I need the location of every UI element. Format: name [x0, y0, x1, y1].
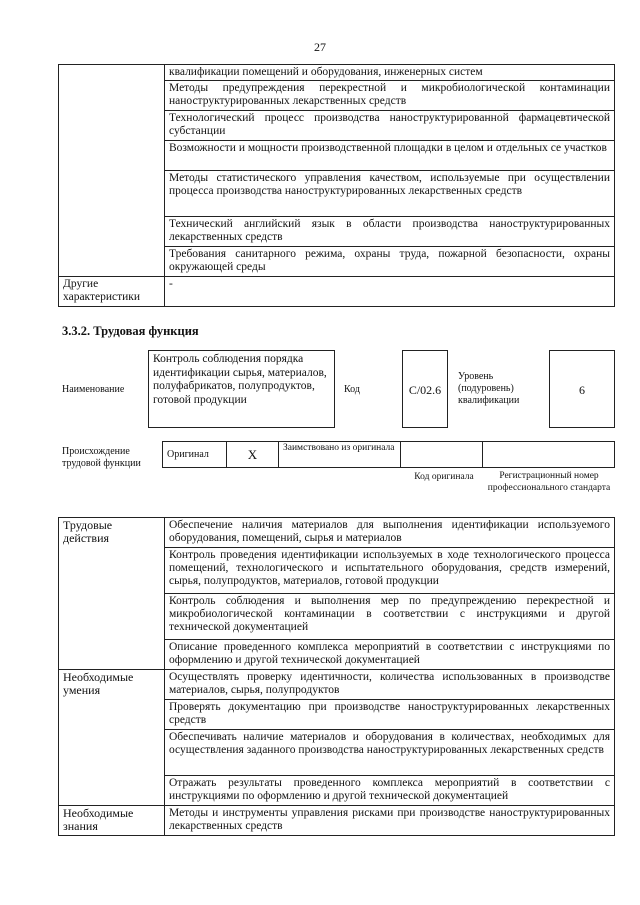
labor-function-table [58, 517, 615, 836]
required-skills-label: Необходимые умения [59, 670, 165, 806]
table-row: Технологический процесс производства наноструктурированной фармацевтической субстанции [165, 111, 615, 141]
table-row: Технический английский язык в области производства наноструктурированных лекарственных средств [165, 217, 615, 247]
table-row: Контроль проведения идентификации используемых в ходе технологического процесса помещений, технологического и испытательного оборудования, средств измерений, сырья, полупродуктов, материалов, готовой продукции [165, 548, 615, 594]
table-row: Возможности и мощности производственной площадки в целом и отдельных се участков [165, 141, 615, 171]
function-name-box: Контроль соблюдения порядка идентификации сырья, материалов, полуфабрикатов, полупродуктов, готовой продукции [148, 350, 335, 428]
reg-number-cell [483, 442, 615, 468]
other-characteristics-value: - [165, 277, 615, 307]
borrowed-label: Заимствовано из оригинала [279, 442, 401, 468]
group-label-cell [59, 65, 165, 277]
table-row: Требования санитарного режима, охраны труда, пожарной безопасности, охраны окружающей среды [165, 247, 615, 277]
table-row: Осуществлять проверку идентичности, количества использованных в производстве материалов, сырья, полупродуктов [165, 670, 615, 700]
knowledge-table-continued [58, 64, 615, 307]
origin-label: Происхождение трудовой функции [62, 446, 141, 469]
table-row: Обеспечение наличия материалов для выполнения идентификации используемого оборудования, помещений, сырья и материалов [165, 518, 615, 548]
origin-table [162, 441, 615, 468]
table-row: Описание проведенного комплекса мероприятий в соответствии с инструкциями по оформлению и другой технической документацией [165, 640, 615, 670]
table-row: Контроль соблюдения и выполнения мер по предупреждению перекрестной и микробиологической контаминации в соответствии с инструкциями и другой технической документацией [165, 594, 615, 640]
labor-actions-label: Трудовые действия [59, 518, 165, 670]
other-characteristics-label: Другие характеристики [59, 277, 165, 307]
section-title: 3.3.2. Трудовая функция [62, 324, 199, 338]
required-knowledge-label: Необходимые знания [59, 806, 165, 836]
original-mark: X [227, 442, 279, 468]
code-box: С/02.6 [402, 350, 448, 428]
table-row: Методы предупреждения перекрестной и микробиологической контаминации наноструктурированных лекарственных средств [165, 81, 615, 111]
page-number: 27 [314, 40, 326, 54]
code-original-cell [401, 442, 483, 468]
table-row: квалификации помещений и оборудования, инженерных систем [165, 65, 615, 81]
code-label: Код [344, 384, 360, 395]
table-row: Методы статистического управления качеством, используемые при осуществлении процесса производства наноструктурированных лекарственных средств [165, 171, 615, 217]
table-row: Методы и инструменты управления рисками при производстве наноструктурированных лекарственных средств [165, 806, 615, 836]
level-label: Уровень (подуровень) квалификации [458, 371, 520, 406]
code-original-caption: Код оригинала [414, 472, 474, 482]
level-box: 6 [549, 350, 615, 428]
table-row: Обеспечивать наличие материалов и оборудования в количествах, необходимых для осуществления заданного производства наноструктурированных лекарственных средств [165, 730, 615, 776]
reg-number-caption: Регистрационный номер профессионального стандарта [487, 471, 611, 493]
name-label: Наименование [62, 384, 125, 395]
table-row: Отражать результаты проведенного комплекса мероприятий в соответствии с инструкциями по оформлению и другой технической документацией [165, 776, 615, 806]
table-row: Проверять документацию при производстве наноструктурированных лекарственных средств [165, 700, 615, 730]
original-label: Оригинал [163, 442, 227, 468]
